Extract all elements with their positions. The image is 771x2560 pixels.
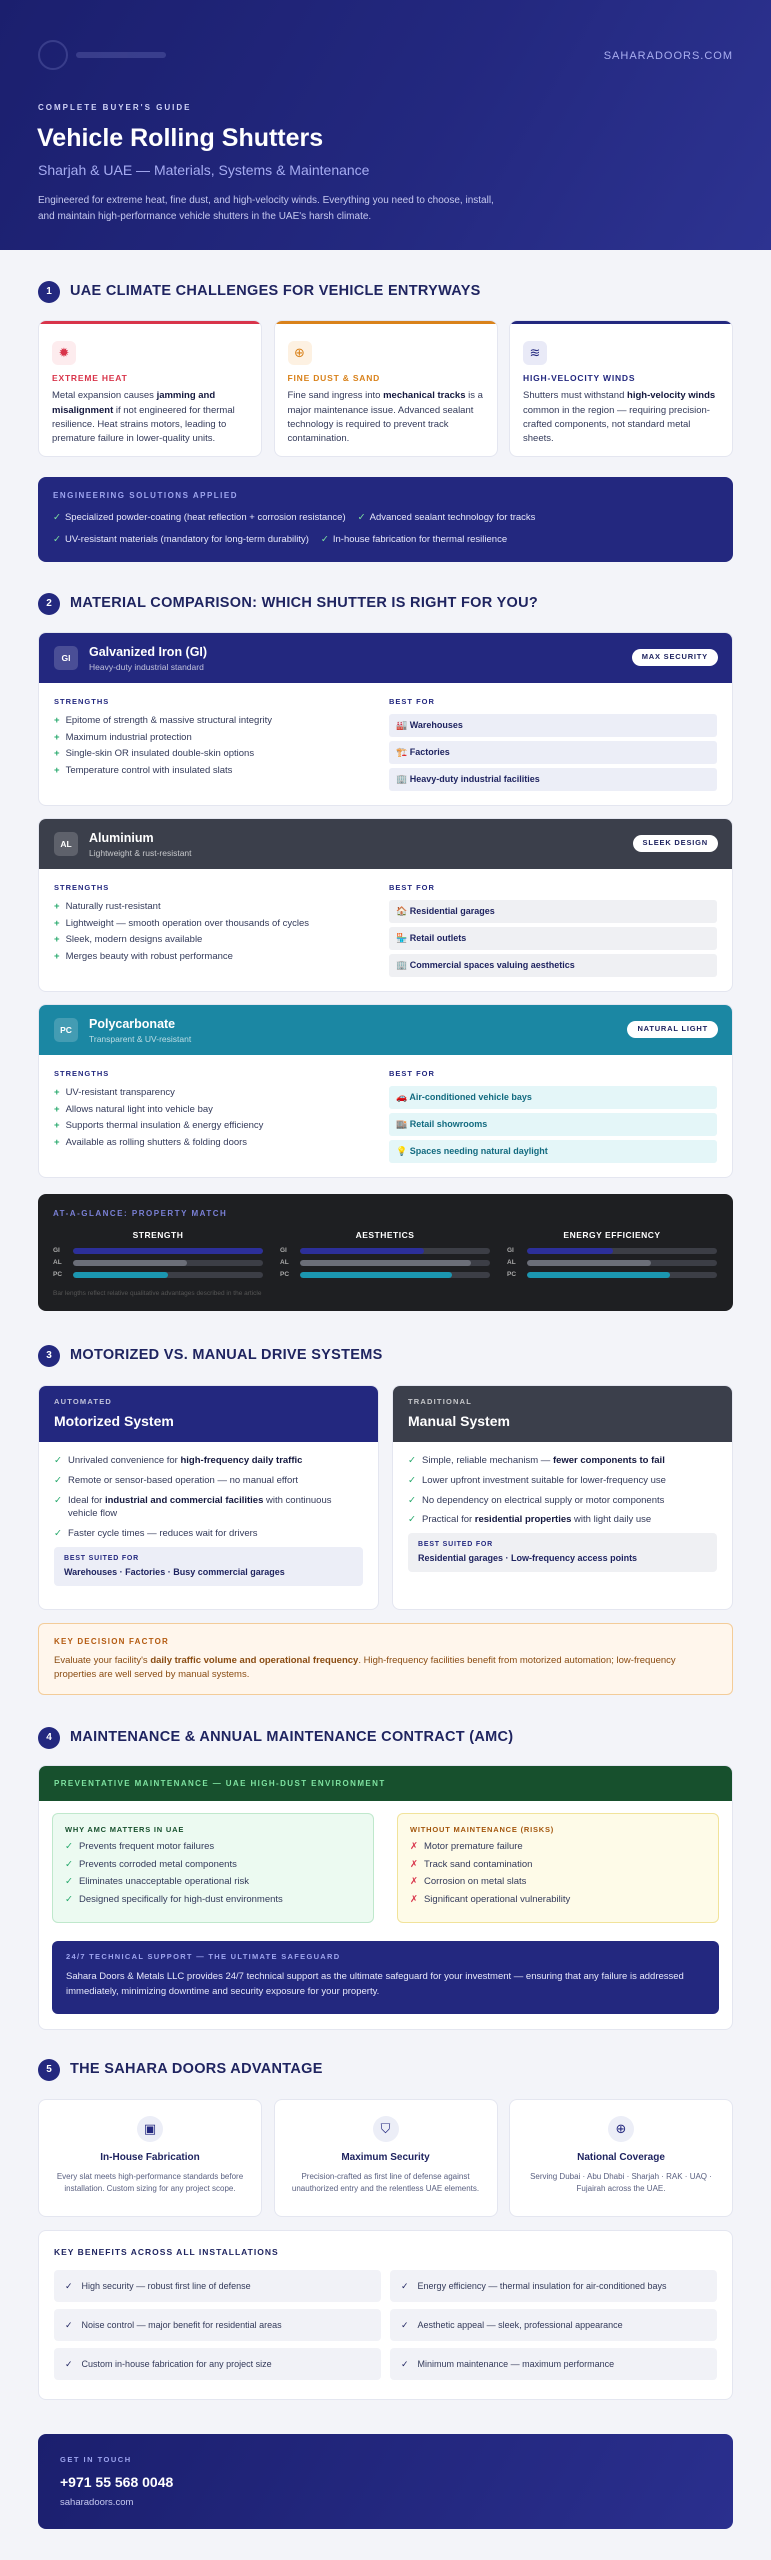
card-accent-bar bbox=[39, 321, 261, 324]
amc-risk-item: ✗ Significant operational vulnerability bbox=[410, 1894, 571, 1906]
advantage-title: Maximum Security bbox=[341, 2152, 430, 2163]
check-icon: ✓ bbox=[54, 1494, 62, 1506]
property-bar-fill bbox=[73, 1248, 263, 1254]
amc-panel bbox=[38, 1765, 733, 2030]
drive-feature-item: ✓ Remote or sensor-based operation — no manual effort bbox=[54, 1474, 299, 1486]
amc-benefit-item: ✓ Designed specifically for high-dust environments bbox=[65, 1894, 283, 1906]
section-number: 1 bbox=[38, 281, 60, 303]
property-bar-track bbox=[300, 1272, 490, 1278]
logo-watermark bbox=[38, 40, 166, 70]
property-bar-track bbox=[300, 1248, 490, 1254]
best-for-label: BEST FOR bbox=[389, 697, 435, 706]
manual-system-card bbox=[392, 1385, 733, 1610]
section-3-header bbox=[38, 1345, 383, 1367]
plus-icon: + bbox=[54, 1120, 60, 1132]
advantage-title: In-House Fabrication bbox=[100, 2152, 200, 2163]
contact-phone-link[interactable]: +971 55 568 0048 bbox=[60, 2473, 174, 2490]
key-benefit-item: ✓ High security — robust first line of defense bbox=[54, 2270, 381, 2302]
best-for-label: BEST FOR bbox=[389, 883, 435, 892]
drive-kicker: AUTOMATED bbox=[54, 1397, 113, 1406]
drive-feature-item: ✓ Lower upfront investment suitable for lower-frequency use bbox=[408, 1474, 666, 1486]
key-benefits-title: KEY BENEFITS ACROSS ALL INSTALLATIONS bbox=[54, 2247, 279, 2257]
best-for-item: 🏢 Heavy-duty industrial facilities bbox=[389, 768, 717, 791]
material-name: Aluminium bbox=[89, 830, 154, 845]
key-benefits-panel bbox=[38, 2230, 733, 2400]
advantage-card bbox=[509, 2099, 733, 2217]
challenge-description: Shutters must withstand high-velocity winds common in the region — requiring precision-crafted components, not standard metal sheets. bbox=[523, 390, 716, 445]
material-card bbox=[38, 818, 733, 992]
material-badge: PC bbox=[54, 1018, 78, 1042]
amc-why-box: WHY AMC MATTERS IN UAE ✓ Prevents frequent motor failures ✓ Prevents corroded metal components ✓ Eliminates unacceptable operational risk ✓ Designed specifically for high-dust environments bbox=[52, 1813, 374, 1923]
key-benefit-item: ✓ Aesthetic appeal — sleek, professional appearance bbox=[390, 2309, 717, 2341]
strengths-label: STRENGTHS bbox=[54, 697, 110, 706]
property-bar-track bbox=[527, 1248, 717, 1254]
hero-banner bbox=[0, 0, 771, 250]
best-for-item: 🏬 Retail showrooms bbox=[389, 1113, 717, 1136]
drive-feature-item: ✓ Faster cycle times — reduces wait for drivers bbox=[54, 1528, 258, 1540]
property-bar-row bbox=[280, 1269, 490, 1281]
amc-risk-item: ✗ Motor premature failure bbox=[410, 1840, 523, 1852]
key-benefit-item: ✓ Noise control — major benefit for residential areas bbox=[54, 2309, 381, 2341]
challenge-description: Metal expansion causes jamming and misalignment if not engineered for thermal resilience. Heat strains motors, leading to premature failure in lower-quality units. bbox=[52, 390, 235, 445]
check-icon: ✓ bbox=[357, 511, 366, 523]
property-bar-row bbox=[507, 1257, 717, 1269]
check-icon: ✓ bbox=[54, 1455, 62, 1466]
contact-website-link[interactable]: saharadoors.com bbox=[60, 2497, 134, 2509]
fabrication-icon: ▣ bbox=[137, 2116, 163, 2142]
challenge-description: Fine sand ingress into mechanical tracks is a major maintenance issue. Advanced sealant technology is required to prevent track contamination. bbox=[287, 390, 483, 445]
material-header bbox=[39, 819, 732, 869]
material-name: Galvanized Iron (GI) bbox=[89, 644, 208, 659]
check-icon: ✓ bbox=[408, 1494, 416, 1506]
strength-item: + Merges beauty with robust performance bbox=[54, 951, 233, 963]
check-icon: ✓ bbox=[65, 1858, 73, 1870]
key-benefit-item: ✓ Custom in-house fabrication for any project size bbox=[54, 2348, 381, 2380]
key-decision-title: KEY DECISION FACTOR bbox=[54, 1637, 169, 1646]
amc-risk-item: ✗ Corrosion on metal slats bbox=[410, 1876, 527, 1888]
property-bar-fill bbox=[300, 1260, 471, 1266]
challenge-title: EXTREME HEAT bbox=[52, 373, 128, 383]
advantage-title: National Coverage bbox=[577, 2152, 665, 2163]
material-card bbox=[38, 632, 733, 806]
advantage-description: Precision-crafted as first line of defense against unauthorized entry and the relentless UAE elements. bbox=[291, 2171, 480, 2193]
material-name: Polycarbonate bbox=[89, 1016, 176, 1031]
property-bar-track bbox=[73, 1260, 263, 1266]
contact-panel bbox=[38, 2434, 733, 2529]
section-title: UAE CLIMATE CHALLENGES FOR VEHICLE ENTRYWAYS bbox=[70, 283, 481, 300]
best-for-item: 🏭 Warehouses bbox=[389, 714, 717, 737]
strength-item: + Naturally rust-resistant bbox=[54, 900, 161, 912]
section-number: 4 bbox=[38, 1727, 60, 1749]
best-for-item: 💡 Spaces needing natural daylight bbox=[389, 1140, 717, 1163]
engineering-solutions-panel bbox=[38, 477, 733, 562]
section-4-header bbox=[38, 1727, 513, 1749]
check-icon: ✓ bbox=[401, 2358, 409, 2369]
section-2-header bbox=[38, 593, 538, 615]
key-benefit-item: ✓ Minimum maintenance — maximum performance bbox=[390, 2348, 717, 2380]
check-icon: ✓ bbox=[65, 1894, 73, 1906]
hero-site-link[interactable]: SAHARADOORS.COM bbox=[603, 50, 733, 62]
section-title: MAINTENANCE & ANNUAL MAINTENANCE CONTRACT (AMC) bbox=[70, 1729, 514, 1746]
check-icon: ✓ bbox=[53, 511, 61, 523]
drive-best-suited: BEST SUITED FOR Residential garages · Low-frequency access points bbox=[408, 1533, 717, 1572]
engineering-solutions-title: ENGINEERING SOLUTIONS APPLIED bbox=[53, 491, 238, 500]
property-bar-row bbox=[53, 1245, 263, 1257]
property-bar-fill bbox=[527, 1272, 670, 1278]
drive-feature-item: ✓ No dependency on electrical supply or motor components bbox=[408, 1494, 665, 1506]
cross-icon: ✗ bbox=[410, 1858, 418, 1870]
drive-feature-item: ✓ Practical for residential properties with light daily use bbox=[408, 1514, 652, 1526]
property-bar-fill bbox=[73, 1272, 168, 1278]
property-column bbox=[280, 1229, 490, 1281]
property-bar-label: AL bbox=[280, 1259, 289, 1267]
section-number: 3 bbox=[38, 1345, 60, 1367]
engineering-solution-item: ✓ Specialized powder-coating (heat reflection + corrosion resistance) bbox=[53, 511, 346, 523]
check-icon: ✓ bbox=[54, 1528, 62, 1540]
plus-icon: + bbox=[54, 900, 60, 912]
strength-item: + Maximum industrial protection bbox=[54, 731, 192, 743]
hero-kicker: COMPLETE BUYER'S GUIDE bbox=[38, 103, 192, 112]
strength-item: + Lightweight — smooth operation over thousands of cycles bbox=[54, 917, 310, 929]
property-bar-label: AL bbox=[507, 1259, 516, 1267]
property-bar-fill bbox=[527, 1260, 651, 1266]
material-subtitle: Transparent & UV-resistant bbox=[89, 1033, 192, 1044]
check-icon: ✓ bbox=[65, 2358, 73, 2369]
drive-kicker: TRADITIONAL bbox=[408, 1397, 473, 1406]
section-number: 2 bbox=[38, 593, 60, 615]
amc-risk-box: WITHOUT MAINTENANCE (RISKS) ✗ Motor premature failure ✗ Track sand contamination ✗ Corrosion on metal slats ✗ Significant operational vulnerability bbox=[397, 1813, 719, 1923]
property-bar-label: PC bbox=[280, 1271, 290, 1279]
strength-item: + Allows natural light into vehicle bay bbox=[54, 1103, 213, 1115]
plus-icon: + bbox=[54, 1086, 60, 1098]
material-subtitle: Lightweight & rust-resistant bbox=[89, 847, 192, 858]
best-for-label: BEST FOR bbox=[389, 1069, 435, 1078]
property-match-chart bbox=[38, 1194, 733, 1311]
advantage-card bbox=[38, 2099, 262, 2217]
check-icon: ✓ bbox=[65, 1840, 73, 1852]
hero-description: Engineered for extreme heat, fine dust, and high-velocity winds. Everything you need to choose, install, and maintain high-performance vehicle shutters in the UAE's harsh climate. bbox=[38, 195, 494, 222]
material-badge: AL bbox=[54, 832, 78, 856]
check-icon: ✓ bbox=[65, 2280, 73, 2291]
amc-header: PREVENTATIVE MAINTENANCE — UAE HIGH-DUST ENVIRONMENT bbox=[39, 1766, 732, 1801]
property-bar-row bbox=[507, 1269, 717, 1281]
wind-icon: ≋ bbox=[523, 341, 547, 365]
plus-icon: + bbox=[54, 917, 60, 929]
challenge-title: HIGH-VELOCITY WINDS bbox=[523, 373, 636, 383]
strengths-label: STRENGTHS bbox=[54, 883, 110, 892]
check-icon: ✓ bbox=[401, 2280, 409, 2291]
check-icon: ✓ bbox=[408, 1474, 416, 1486]
section-title: MOTORIZED VS. MANUAL DRIVE SYSTEMS bbox=[70, 1347, 383, 1364]
card-accent-bar bbox=[510, 321, 732, 324]
material-header bbox=[39, 1005, 732, 1055]
challenge-card bbox=[274, 320, 498, 457]
drive-title: Motorized System bbox=[54, 1412, 174, 1429]
property-column bbox=[53, 1229, 263, 1281]
amc-benefit-item: ✓ Prevents corroded metal components bbox=[65, 1858, 237, 1870]
plus-icon: + bbox=[54, 748, 60, 760]
property-bar-track bbox=[73, 1272, 263, 1278]
section-title: MATERIAL COMPARISON: WHICH SHUTTER IS RIGHT FOR YOU? bbox=[70, 595, 539, 612]
drive-feature-item: ✓ Ideal for industrial and commercial facilities with continuous vehicle flow bbox=[54, 1494, 332, 1520]
heat-icon: ✹ bbox=[52, 341, 76, 365]
drive-feature-item: ✓ Unrivaled convenience for high-frequency daily traffic bbox=[54, 1455, 303, 1466]
best-for-item: 🏠 Residential garages bbox=[389, 900, 717, 923]
strengths-label: STRENGTHS bbox=[54, 1069, 110, 1078]
property-bar-row bbox=[53, 1257, 263, 1269]
best-for-item: 🏪 Retail outlets bbox=[389, 927, 717, 950]
best-for-item: 🚗 Air-conditioned vehicle bays bbox=[389, 1086, 717, 1109]
strength-item: + Epitome of strength & massive structural integrity bbox=[54, 714, 273, 726]
property-bar-label: PC bbox=[507, 1271, 517, 1279]
section-5-header bbox=[38, 2059, 323, 2081]
advantage-card bbox=[274, 2099, 498, 2217]
plus-icon: + bbox=[54, 714, 60, 726]
strength-item: + Sleek, modern designs available bbox=[54, 934, 203, 946]
challenge-card bbox=[38, 320, 262, 457]
key-decision-factor bbox=[38, 1623, 733, 1695]
material-subtitle: Heavy-duty industrial standard bbox=[89, 661, 204, 672]
property-bar-row bbox=[280, 1257, 490, 1269]
section-title: THE SAHARA DOORS ADVANTAGE bbox=[70, 2061, 323, 2078]
property-bar-row bbox=[280, 1245, 490, 1257]
cross-icon: ✗ bbox=[410, 1894, 418, 1906]
property-bar-track bbox=[300, 1260, 490, 1266]
best-for-item: 🏗️ Factories bbox=[389, 741, 717, 764]
plus-icon: + bbox=[54, 1103, 60, 1115]
engineering-solution-item: ✓ In-house fabrication for thermal resilience bbox=[320, 534, 508, 546]
material-badge: GI bbox=[54, 646, 78, 670]
motorized-system-card bbox=[38, 1385, 379, 1610]
property-bar-label: GI bbox=[53, 1247, 60, 1255]
property-bar-track bbox=[73, 1248, 263, 1254]
challenge-card bbox=[509, 320, 733, 457]
property-match-note: Bar lengths reflect relative qualitative advantages described in the article bbox=[53, 1289, 262, 1297]
check-icon: ✓ bbox=[320, 534, 329, 546]
key-decision-text: Evaluate your facility's daily traffic volume and operational frequency. High-frequency facilities benefit from motorized automation; low-frequency properties are well served by manual systems. bbox=[54, 1654, 676, 1681]
property-bar-label: GI bbox=[507, 1247, 514, 1255]
check-icon: ✓ bbox=[401, 2319, 409, 2330]
property-bar-label: AL bbox=[53, 1259, 62, 1267]
advantage-description: Serving Dubai · Abu Dhabi · Sharjah · RAK · UAQ · Fujairah across the UAE. bbox=[530, 2171, 712, 2193]
property-bar-fill bbox=[300, 1248, 424, 1254]
property-bar-track bbox=[527, 1272, 717, 1278]
property-bar-fill bbox=[527, 1248, 613, 1254]
property-bar-track bbox=[527, 1260, 717, 1266]
material-card bbox=[38, 1004, 733, 1178]
property-bar-row bbox=[53, 1269, 263, 1281]
check-icon: ✓ bbox=[65, 1876, 73, 1888]
page-title: Vehicle Rolling Shutters bbox=[37, 124, 324, 152]
section-number: 5 bbox=[38, 2059, 60, 2081]
amc-benefit-item: ✓ Eliminates unacceptable operational risk bbox=[65, 1876, 250, 1888]
contact-kicker: GET IN TOUCH bbox=[60, 2455, 132, 2464]
material-tag: SLEEK DESIGN bbox=[633, 835, 718, 852]
property-bar-fill bbox=[300, 1272, 452, 1278]
strength-item: + Temperature control with insulated slats bbox=[54, 765, 233, 777]
drive-title: Manual System bbox=[408, 1412, 510, 1429]
challenge-title: FINE DUST & SAND bbox=[287, 373, 381, 383]
property-bar-label: GI bbox=[280, 1247, 287, 1255]
property-column-header: ENERGY EFFICIENCY bbox=[563, 1229, 661, 1240]
section-1-header bbox=[38, 281, 481, 303]
cross-icon: ✗ bbox=[410, 1876, 418, 1888]
property-bar-label: PC bbox=[53, 1271, 63, 1279]
cross-icon: ✗ bbox=[410, 1840, 418, 1852]
plus-icon: + bbox=[54, 765, 60, 777]
property-bar-fill bbox=[73, 1260, 187, 1266]
strength-item: + Single-skin OR insulated double-skin options bbox=[54, 748, 255, 760]
best-for-item: 🏢 Commercial spaces valuing aesthetics bbox=[389, 954, 717, 977]
technical-support-box: 24/7 TECHNICAL SUPPORT — THE ULTIMATE SAFEGUARD Sahara Doors & Metals LLC provides 24/7 technical support as the ultimate safeguard for your investment — ensuring that any failure is addressed immediately, minimizing downtime and security exposure for your property. bbox=[52, 1941, 719, 2014]
globe-icon: ⊕ bbox=[608, 2116, 634, 2142]
engineering-solution-item: ✓ Advanced sealant technology for tracks bbox=[357, 511, 536, 523]
property-match-title: AT-A-GLANCE: PROPERTY MATCH bbox=[53, 1209, 228, 1218]
plus-icon: + bbox=[54, 934, 60, 946]
strength-item: + Available as rolling shutters & folding doors bbox=[54, 1137, 248, 1149]
key-benefit-item: ✓ Energy efficiency — thermal insulation for air-conditioned bays bbox=[390, 2270, 717, 2302]
card-accent-bar bbox=[275, 321, 497, 324]
shield-icon: ⛉ bbox=[373, 2116, 399, 2142]
material-tag: MAX SECURITY bbox=[632, 649, 718, 666]
material-header bbox=[39, 633, 732, 683]
property-bar-row bbox=[507, 1245, 717, 1257]
check-icon: ✓ bbox=[54, 1474, 62, 1486]
check-icon: ✓ bbox=[65, 2319, 73, 2330]
dust-icon: ⊕ bbox=[288, 341, 312, 365]
page-subtitle: Sharjah & UAE — Materials, Systems & Maintenance bbox=[38, 162, 370, 178]
advantage-description: Every slat meets high-performance standards before installation. Custom sizing for any project scope. bbox=[56, 2171, 244, 2193]
plus-icon: + bbox=[54, 1137, 60, 1149]
strength-item: + UV-resistant transparency bbox=[54, 1086, 175, 1098]
amc-risk-item: ✗ Track sand contamination bbox=[410, 1858, 533, 1870]
property-column-header: AESTHETICS bbox=[355, 1229, 415, 1240]
strength-item: + Supports thermal insulation & energy efficiency bbox=[54, 1120, 264, 1132]
check-icon: ✓ bbox=[53, 534, 61, 546]
check-icon: ✓ bbox=[408, 1514, 416, 1526]
amc-benefit-item: ✓ Prevents frequent motor failures bbox=[65, 1840, 215, 1852]
material-tag: NATURAL LIGHT bbox=[627, 1021, 718, 1038]
property-column-header: STRENGTH bbox=[132, 1229, 184, 1240]
plus-icon: + bbox=[54, 731, 60, 743]
check-icon: ✓ bbox=[408, 1455, 416, 1466]
drive-feature-item: ✓ Simple, reliable mechanism — fewer components to fail bbox=[408, 1455, 665, 1466]
engineering-solution-item: ✓ UV-resistant materials (mandatory for long-term durability) bbox=[53, 534, 309, 546]
drive-best-suited: BEST SUITED FOR Warehouses · Factories · Busy commercial garages bbox=[54, 1547, 363, 1586]
plus-icon: + bbox=[54, 951, 60, 963]
property-column bbox=[507, 1229, 717, 1281]
